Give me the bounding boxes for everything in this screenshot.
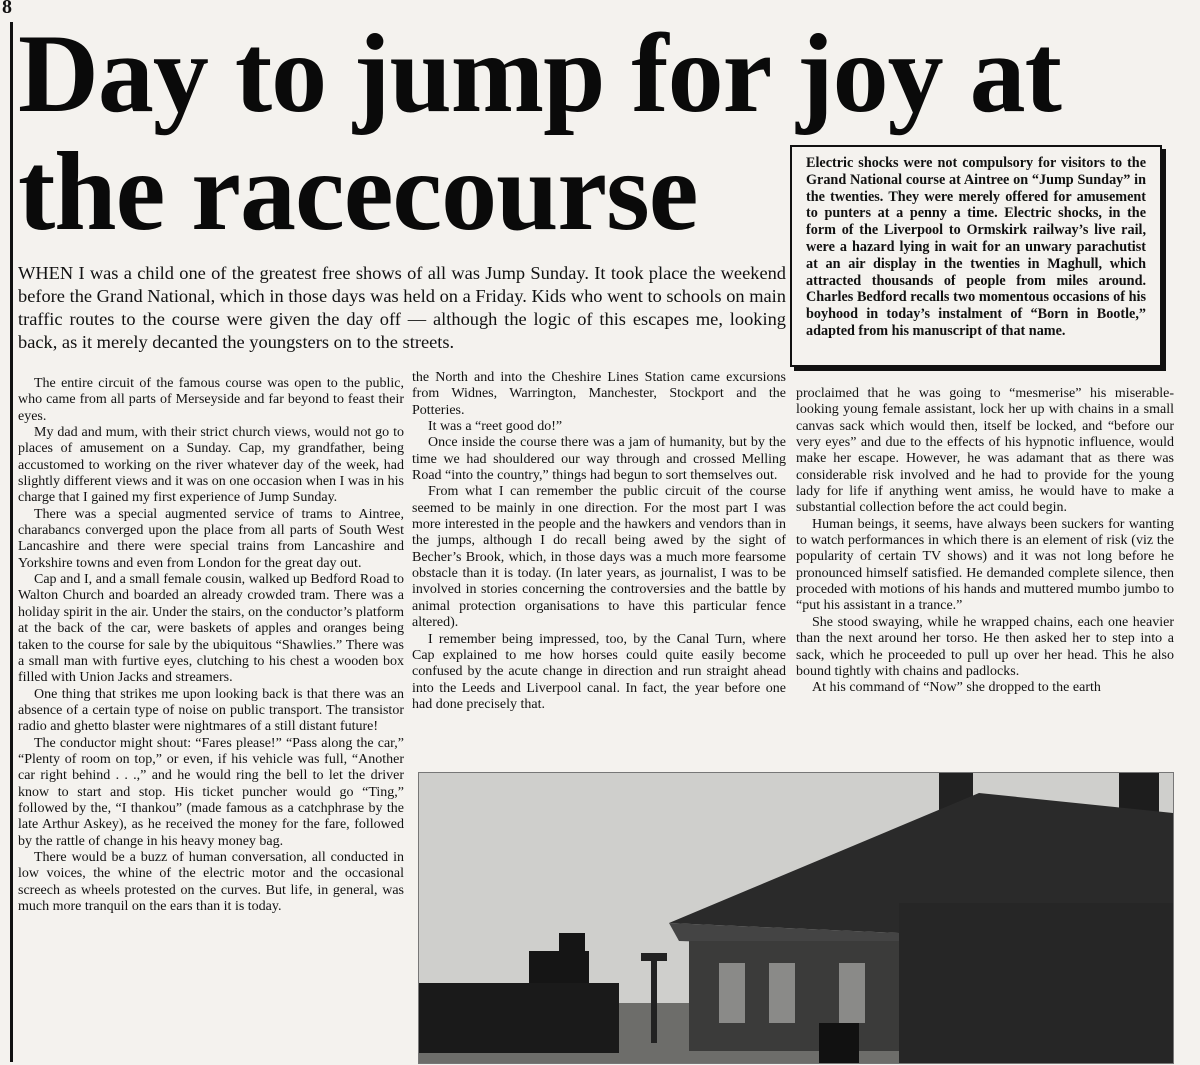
paragraph: Human beings, it seems, have always been suckers for wanting to watch performances in which there is an element of risk (viz the popularity of certain TV shows) and it was not long before he pronounced himself satisfied. He demanded complete silence, then proceded with motions of his hands and muttered mumbo jumbo to “put his assistant in a trance.” (796, 516, 1174, 614)
paragraph: There would be a buzz of human conversation, all conducted in low voices, the whine of the electric motor and the occasional screech as wheels protested on the curves. But life, in general, was much more tranquil on the ears than it is today. (18, 849, 404, 914)
paragraph: The entire circuit of the famous course was open to the public, who came from all parts of Merseyside and far beyond to feast their eyes. (18, 376, 404, 424)
paragraph: She stood swaying, while he wrapped chains, each one heavier than the next around her torso. He then asked her to step into a sack, which he proceeded to pull up over her head. This he also bound tightly with chains and padlocks. (796, 614, 1174, 679)
headline-line-2: the racecourse (18, 130, 698, 254)
paragraph: The conductor might shout: “Fares please!” “Pass along the car,” “Plenty of room on top,” or even, if his vehicle was full, “Another car right behind . . .,” and he would ring the bell to let the driver know to start and stop. His ticket puncher would go “Ting,” followed by the, “I thankou” (made famous as a catchphrase by the late Arthur Askey), as he received the money for the fare, followed by the rattle of change in his heavy money bag. (18, 735, 404, 849)
article-column-3 (796, 386, 1174, 768)
paragraph: the North and into the Cheshire Lines Station came excursions from Widnes, Warrington, Manchester, Stockport and the Potteries. (412, 370, 786, 418)
page-number: 8 (2, 0, 12, 18)
paragraph: At his command of “Now” she dropped to the earth (812, 680, 1101, 696)
intro-paragraph: WHEN I was a child one of the greatest free shows of all was Jump Sunday. It took place the weekend before the Grand National, which in those days was held on a Friday. Kids who went to schools on main traffic routes to the course were given the day off — although the logic of this escapes me, looking back, as it merely decanted the youngsters on to the streets. (18, 263, 786, 352)
paragraph: I remember being impressed, too, by the Canal Turn, where Cap explained to me how horses could quite easily become confused by the acute change in direction and run straight ahead into the Leeds and Liverpool canal. In fact, the year before one had done precisely that. (412, 631, 786, 712)
paragraph: It was a “reet good do!” (428, 419, 563, 435)
headline-line-1: Day to jump for joy at (18, 12, 1061, 136)
summary-box: Electric shocks were not compulsory for visitors to the Grand National course at Aintree on “Jump Sunday” in the twenties. They were merely offered for amusement to punters at a penny a time. Electric shocks, in the form of the Liverpool to Ormskirk railway’s live rail, were a hazard lying in wait for an unwary parachutist at an air display in the twenties in Maghull, which attracted thousands of people from miles around. Charles Bedford recalls two momentous occasions of his boyhood in today’s instalment of “Born in Bootle,” adapted from his manuscript of that name. (790, 145, 1162, 367)
paragraph: Cap and I, and a small female cousin, walked up Bedford Road to Walton Church and boarded an already crowded tram. There was a holiday spirit in the air. Under the stairs, on the conductor’s platform at the back of the car, were baskets of apples and oranges being taken to the course for sale by the ubiquitous “Shawlies.” There was a small man with furtive eyes, clutching to his chest a wooden box filled with Union Jacks and streamers. (18, 572, 404, 686)
station-photo-illustration (419, 773, 1173, 1063)
article-column-2 (412, 370, 786, 770)
paragraph: There was a special augmented service of trams to Aintree, charabancs converged upon the place from all parts of South West Lancashire and there were special trains from Lancashire and Yorkshire towns and even from London for the great day out. (18, 506, 404, 571)
article-column-1 (18, 376, 404, 1062)
paragraph: From what I can remember the public circuit of the course seemed to be mainly in one direction. For the most part I was more interested in the people and the hawkers and vendors than in the jumps, although I do recall being awed by the sight of Becher’s Brook, which, in those days was a much more fearsome obstacle than it is today. (In later years, as journalist, I was to be involved in stories concerning the controversies and the battle by animal protection organisations to have this particular fence altered). (412, 484, 786, 631)
station-photo (418, 772, 1174, 1064)
paragraph: One thing that strikes me upon looking back is that there was an absence of a certain type of noise on public transport. The transistor radio and ghetto blaster were nightmares of a still distant future! (18, 686, 404, 735)
paragraph: proclaimed that he was going to “mesmerise” his miserable-looking young female assistant, lock her up with chains in a small canvas sack which would then, itself be locked, and “before our very eyes” and due to the effects of his hypnotic influence, would make her escape. However, he was adamant that as there was considerable risk involved and he had to provide for the young lady for life if anything went amiss, he would have to make a substantial collection before the act could begin. (796, 386, 1174, 516)
column-rule (10, 22, 13, 1062)
paragraph: Once inside the course there was a jam of humanity, but by the time we had shouldered our way through and crossed Melling Road “into the country,” things had begun to sort themselves out. (412, 435, 786, 484)
paragraph: My dad and mum, with their strict church views, would not go to places of amusement on a Sunday. Cap, my grandfather, being accustomed to working on the river whatever day of the week, had slightly different views and it was on one occasion when I was in his charge that I gained my first experience of Jump Sunday. (18, 425, 404, 506)
